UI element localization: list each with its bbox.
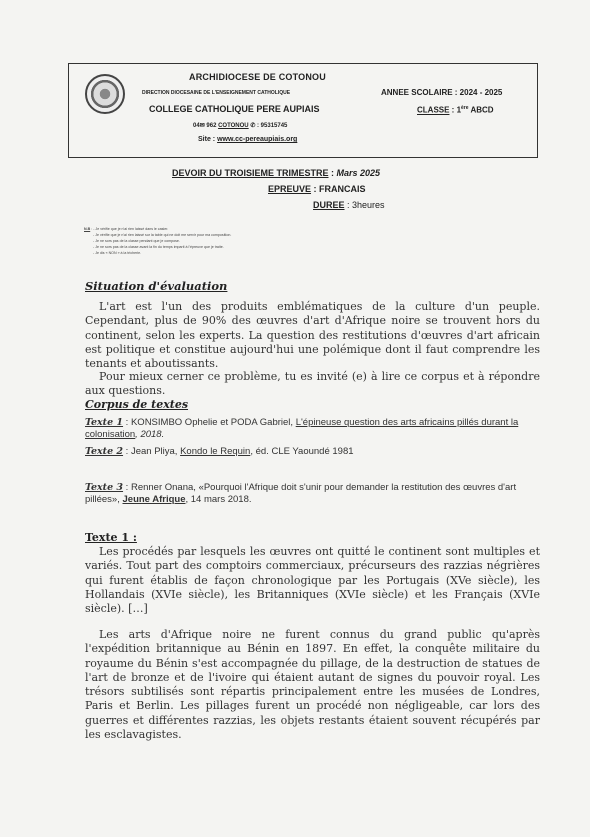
mailbox-icon: ✉ [199,123,205,129]
contact-phone: : 95315745 [257,123,288,129]
texte1-reference [85,417,540,440]
school-header [68,63,538,158]
duree-label: DUREE [313,200,345,210]
epreuve-line [268,184,366,194]
classe-label: CLASSE [417,105,450,115]
corpus-heading: Corpus de textes [85,398,189,411]
text1-heading: Texte 1 : [85,531,137,544]
classe-sup: ère [461,105,469,111]
epreuve-label: EPREUVE [268,184,312,194]
school-year: ANNEE SCOLAIRE : 2024 - 2025 [381,88,503,97]
texte3-date: , 14 mars 2018. [185,493,252,505]
contact-bp: 962 [206,123,217,129]
contact-prefix: 04 [193,123,200,129]
archdiocese-name: ARCHIDIOCESE DE COTONOU [189,72,326,82]
situation-paragraph-2: Pour mieux cerner ce problème, tu es invité (e) à lire ce corpus et à répondre aux questions. [85,370,540,398]
nb-line-text: : - Je vérifie que je n'ai rien laissé dans le casier. [90,227,169,231]
situation-paragraph-1: L'art est l'un des produits emblématiques de la culture d'un peuple. Cependant, plus de 90% des œuvres d'art d'Afrique noire se trouvent hors du continent, selon les experts. La question des restitutions d'œuvres d'art africain est politique et constitue aujourd'hui une polémique dont il faut comprendre les tenants et aboutissants. [85,300,540,371]
classe-value: ABCD [468,105,494,115]
texte2-label: Texte 2 [85,446,124,457]
nb-line: - Je vérifie que je n'ai rien laissé sur la table qui ne doit me servir pour ma composition. [93,233,232,237]
texte2-author: : Jean Pliya, [123,446,181,457]
site-link[interactable]: www.cc-pereaupiais.org [217,136,298,143]
text1-paragraph-1: Les procédés par lesquels les œuvres ont quitté le continent sont multiples et variés. Tout part des comptoirs commerciaux, précurseurs des razzias négrières qui furent établis de façon chronologique par les Portugais (XVe siècle), les Hollandais (XVIe siècle), les Britanniques (XVIe siècle) et les Français (XVIe siècle). […] [85,545,540,616]
phone-icon: ✆ [250,123,256,129]
texte1-title: L'épineuse question des arts africains pillés durant la colonisation [85,417,519,440]
texte2-edition: , éd. CLE Yaoundé 1981 [250,446,354,457]
contact-line [193,122,287,129]
classe-num: 1 [456,105,462,115]
duree-line [313,200,385,210]
texte3-text: : Renner Onana, «Pourquoi l'Afrique doit s'unir pour demander la restitution des œuvres d'art pillées», [85,482,517,505]
college-name: COLLEGE CATHOLIQUE PERE AUPIAIS [149,104,320,114]
situation-heading: Situation d'évaluation [85,279,228,293]
exam-title [172,168,380,178]
texte3-reference [85,482,540,505]
direction-name: DIRECTION DIOCESAINE DE L'ENSEIGNEMENT CATHOLIQUE [142,90,291,96]
nb-notes [84,226,231,256]
text1-paragraph-2: Les arts d'Afrique noire ne furent connus du grand public qu'après l'expédition britannique au Bénin en 1897. En effet, la conquête militaire du royaume du Bénin s'est accompagnée du pillage, de la destruction de statues de l'art de bronze et de l'ivoire qui étaient autant de signes du pouvoir royal. Les trésors subtilisés sont répartis principalement entre les musées de Londres, Paris et Berlin. Les pillages furent un procédé non négligeable, car lors des guerres et différentes razzias, les objets restants étaient souvent récupérés par les esclavagistes. [85,628,540,742]
classe-line [417,105,494,115]
texte3-label: Texte 3 [85,482,124,493]
site-label: Site : [198,136,218,143]
texte1-year: , 2018. [135,428,165,440]
texte2-reference [85,446,540,458]
nb-line: - Je dis « NON » à la tricherie. [93,251,142,255]
texte1-label: Texte 1 [85,417,124,428]
texte2-title: Kondo le Requin [180,446,251,457]
diocese-seal-icon [85,74,125,114]
nb-line: - Je ne sors pas de la classe avant la fin du temps imparti à l'épreuve que je traite. [93,245,224,249]
texte3-journal: Jeune Afrique [122,493,186,505]
site-line [198,136,297,143]
texte1-authors: : KONSIMBO Ophelie et PODA Gabriel, [123,417,296,428]
nb-line: - Je ne sors pas de la classe pendant que je compose. [93,239,180,243]
classe-sep: : [449,105,457,115]
contact-city: COTONOU [218,123,249,129]
epreuve-value: : FRANCAIS [311,184,366,194]
duree-value: : 3heures [344,200,385,210]
exam-title-sep: : [328,168,337,178]
nb-label: N.B [84,227,91,231]
exam-date: Mars 2025 [336,168,381,178]
exam-title-label: DEVOIR DU TROISIEME TRIMESTRE [172,168,329,178]
